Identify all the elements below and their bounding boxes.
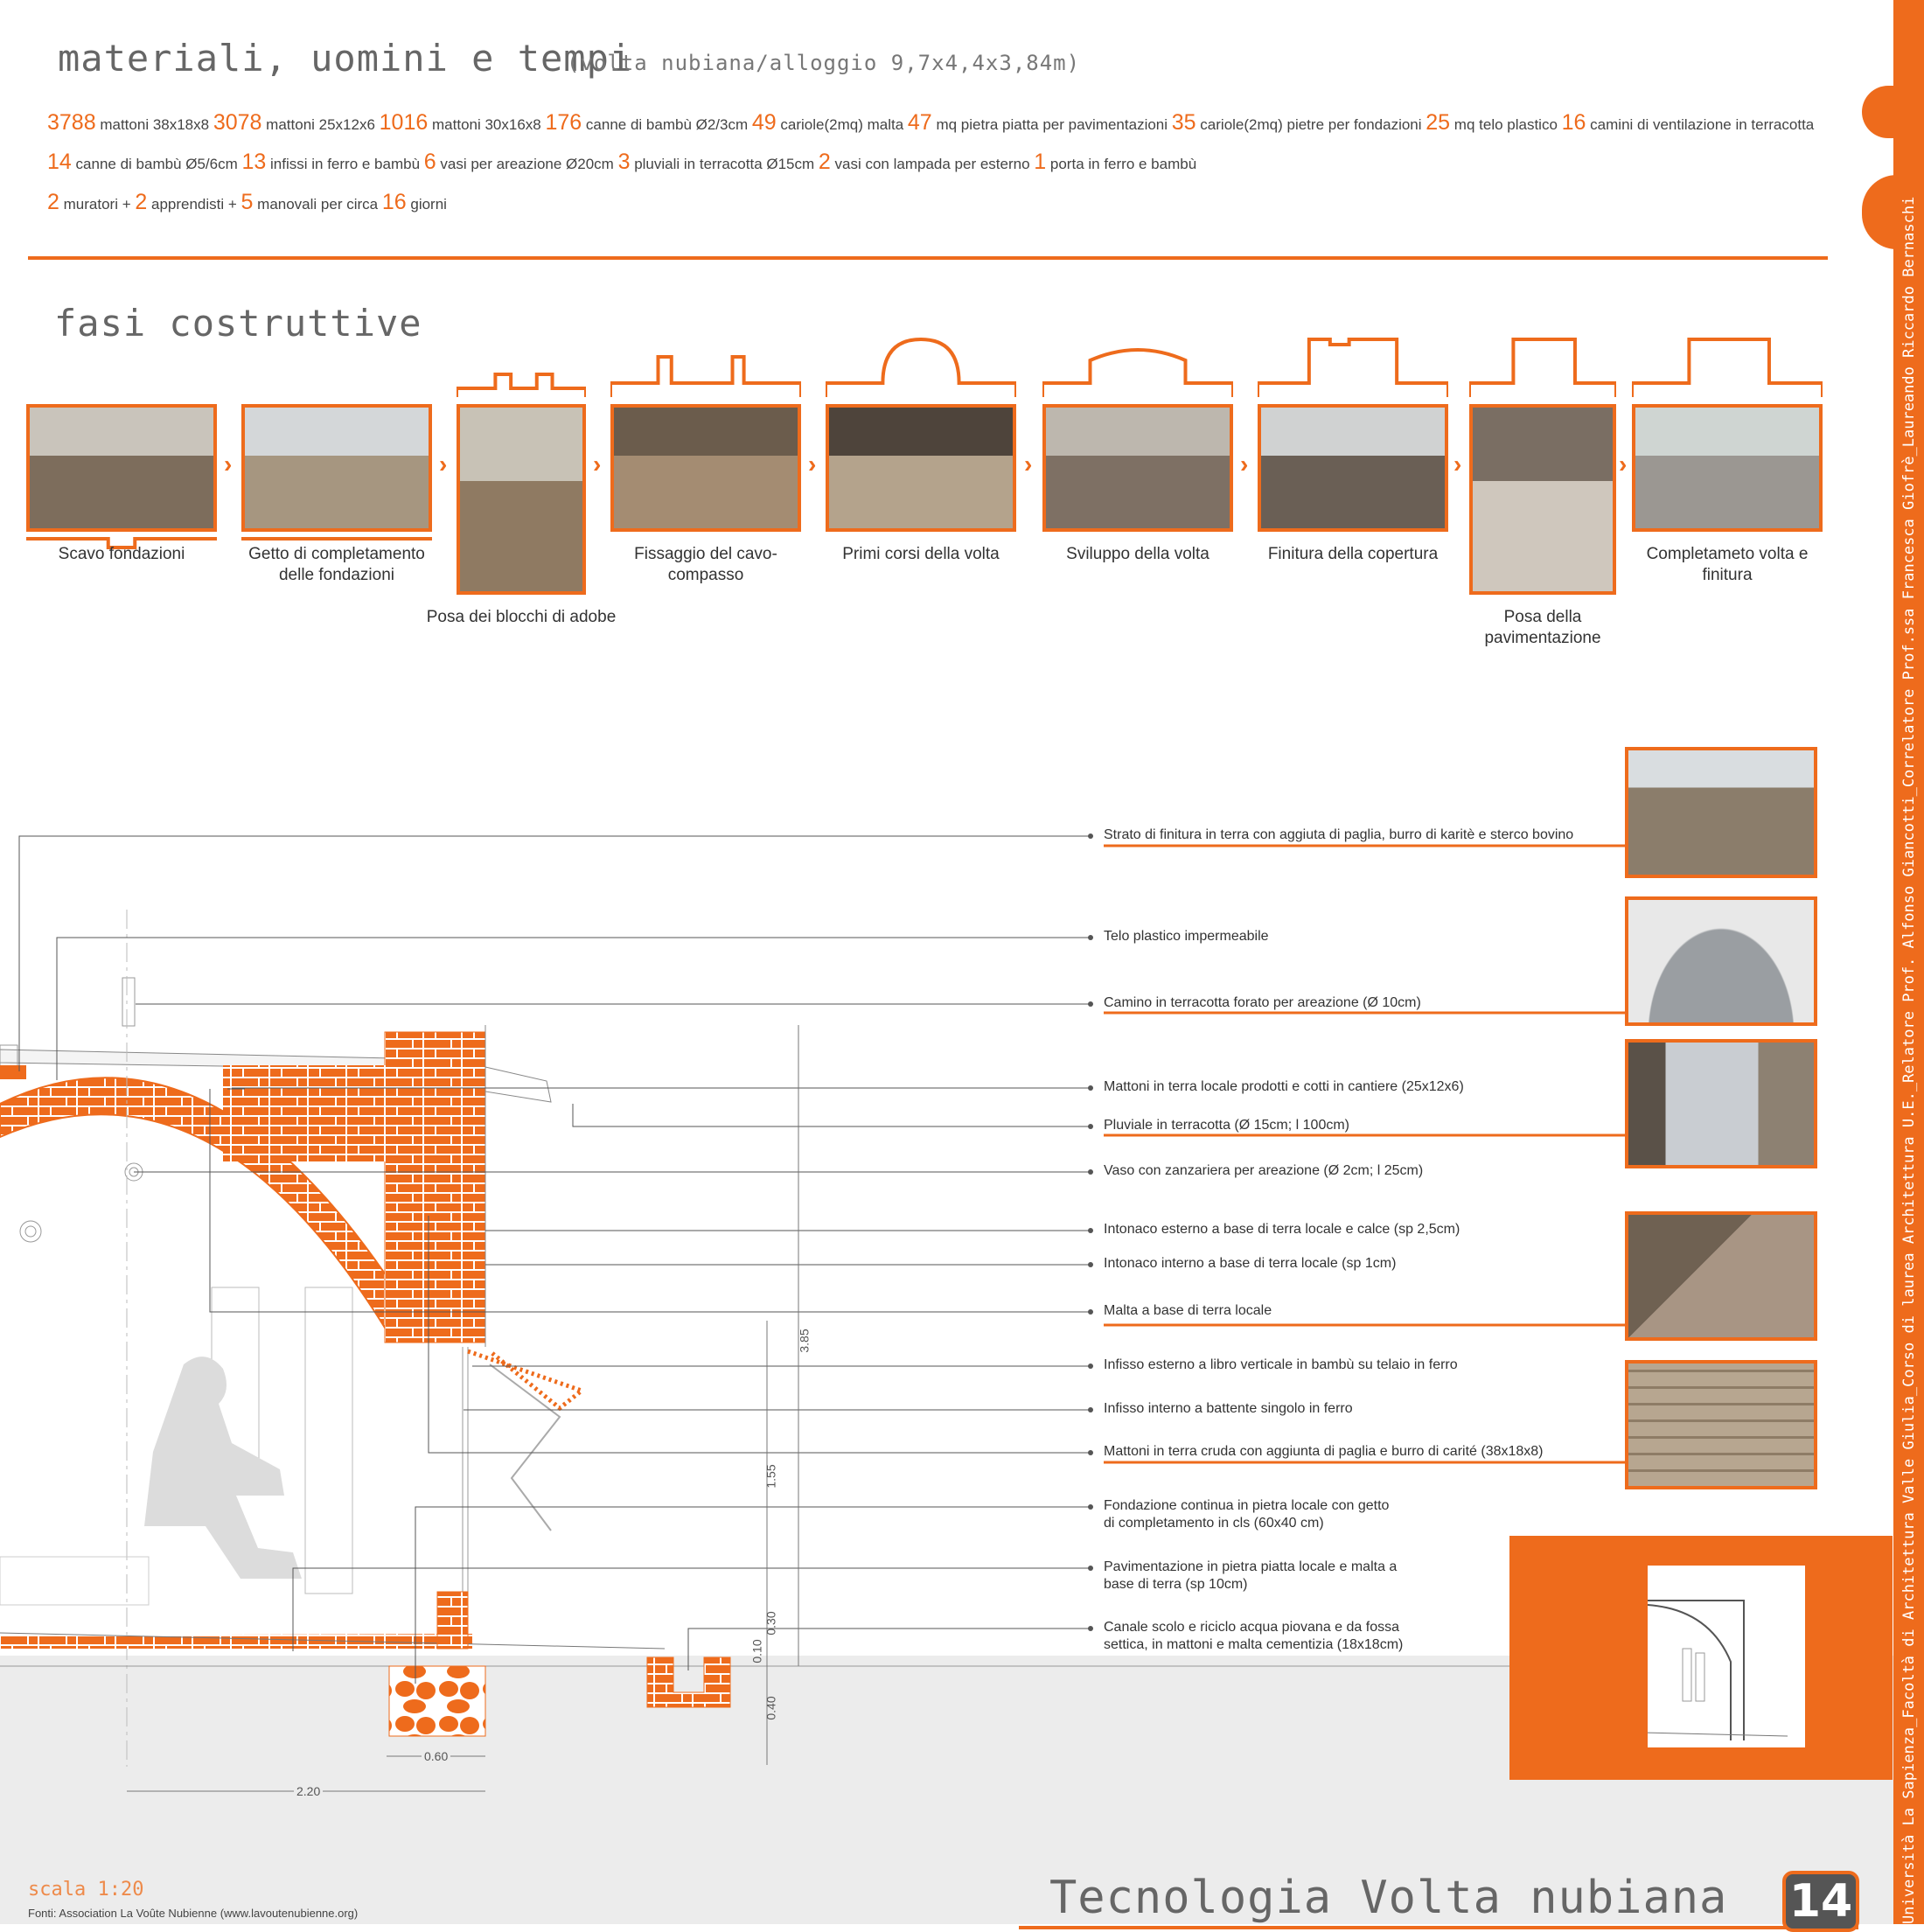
phase-label-7: Finitura della copertura: [1267, 545, 1439, 563]
quantity-number: 2: [135, 190, 148, 214]
quantity-text: mattoni 30x16x8: [428, 116, 546, 133]
dim-040: 0.40: [763, 1696, 778, 1720]
dim-060: 0.60: [422, 1749, 450, 1763]
quantity-number: 2: [818, 150, 831, 174]
callout-drain-2: settica, in mattoni e malta cementizia (18x18cm): [1104, 1637, 1404, 1652]
sources-note: Fonti: Association La Voûte Nubienne (www.lavoutenubienne.org): [28, 1907, 359, 1920]
key-plan-section: [1648, 1566, 1805, 1747]
scale-label: scala 1:20: [28, 1879, 144, 1901]
phase-arrow-icon: ›: [1453, 450, 1462, 478]
quantity-text: muratori +: [59, 196, 136, 213]
phase-label-8: Posa della pavimentazione: [1484, 608, 1601, 647]
quantity-number: 3: [617, 150, 631, 174]
callout-foundation-2: di completamento in cls (60x40 cm): [1104, 1516, 1324, 1531]
callout-downpipe: Pluviale in terracotta (Ø 15cm; l 100cm): [1104, 1118, 1349, 1133]
quantity-number: 35: [1171, 110, 1196, 135]
key-plan: [1509, 1536, 1893, 1780]
phase-arrow-icon: ›: [224, 450, 233, 478]
quantity-number: 6: [423, 150, 436, 174]
detail-photo-mortar: [1625, 1211, 1817, 1341]
dim-030: 0.30: [763, 1611, 778, 1636]
callout-finishing-layer: Strato di finitura in terra con aggiuta di paglia, burro di karitè e sterco bovino: [1104, 827, 1574, 842]
quantity-number: 5: [240, 190, 254, 214]
phase-label-2: Getto di completamento delle fondazioni: [248, 545, 425, 584]
callout-external-plaster: Intonaco esterno a base di terra locale e calce (sp 2,5cm): [1104, 1222, 1460, 1237]
callout-foundation-1: Fondazione continua in pietra locale con getto: [1104, 1498, 1390, 1513]
quantity-text: manovali per circa: [253, 196, 382, 213]
callout-chimney: Camino in terracotta forato per areazione (Ø 10cm): [1104, 995, 1421, 1010]
quantity-number: 2: [47, 190, 59, 214]
callout-vent-pot: Vaso con zanzariera per areazione (Ø 2cm; l 25cm): [1104, 1163, 1424, 1178]
quantity-text: mq telo plastico: [1450, 116, 1562, 133]
phases-title: fasi costruttive: [54, 302, 422, 345]
phase-label-4: Fissaggio del cavo-compasso: [634, 545, 777, 584]
quantity-number: 3788: [47, 110, 96, 135]
quantity-text: cariole(2mq) malta: [776, 116, 908, 133]
phase-label-9: Completameto volta e finitura: [1646, 545, 1809, 584]
callout-fired-bricks: Mattoni in terra locale prodotti e cotti in cantiere (25x12x6): [1104, 1079, 1464, 1094]
quantity-number: 16: [1561, 110, 1586, 135]
quantity-text: mattoni 38x18x8: [95, 116, 213, 133]
detail-photo-finishing: [1625, 747, 1817, 878]
quantity-text: porta in ferro e bambù: [1046, 156, 1197, 172]
quantity-text: camini di ventilazione in terracotta: [1586, 116, 1815, 133]
quantity-text: vasi per areazione Ø20cm: [436, 156, 618, 172]
phase-arrow-icon: ›: [1024, 450, 1033, 478]
materials-title: materiali, uomini e tempi: [58, 37, 633, 80]
callout-paving-1: Pavimentazione in pietra piatta locale e malta a: [1104, 1559, 1398, 1574]
dim-220: 2.20: [294, 1784, 323, 1798]
quantity-text: infissi in ferro e bambù: [266, 156, 424, 172]
materials-subtitle: (volta nubiana/alloggio 9,7x4,4x3,84m): [567, 51, 1081, 75]
quantity-number: 13: [241, 150, 267, 174]
quantity-text: canne di bambù Ø2/3cm: [582, 116, 752, 133]
callout-paving-2: base di terra (sp 10cm): [1104, 1577, 1248, 1592]
phase-label-1: Scavo fondazioni: [58, 545, 185, 563]
credits-sidebar: Università La Sapienza_Facoltà di Architettura Valle Giulia_Corso di laurea Architettura U.E._Relatore Prof. Alfonso Giancotti_Correlatore Prof.ssa Francesca Giofrè_Laureando Riccardo Bernaschi: [1900, 196, 1918, 1924]
quantity-number: 49: [751, 110, 777, 135]
phase-arrow-icon: ›: [593, 450, 602, 478]
dim-window-height: 1.55: [763, 1464, 778, 1489]
quantity-number: 3078: [213, 110, 262, 135]
board-title: Tecnologia Volta nubiana: [1049, 1872, 1728, 1924]
phase-arrow-icon: ›: [808, 450, 817, 478]
detail-photo-roof: [1625, 896, 1817, 1026]
quantity-text: cariole(2mq) pietre per fondazioni: [1196, 116, 1426, 133]
phase-label-3: Posa dei blocchi di adobe: [426, 608, 617, 626]
quantity-text: vasi con lampada per esterno: [830, 156, 1035, 172]
callout-plastic-sheet: Telo plastico impermeabile: [1104, 929, 1269, 944]
phase-arrow-icon: ›: [439, 450, 448, 478]
quantity-text: mq pietra piatta per pavimentazioni: [931, 116, 1172, 133]
quantity-text: pluviali in terracotta Ø15cm: [630, 156, 819, 172]
quantity-number: 16: [381, 190, 407, 214]
callout-internal-plaster: Intonaco interno a base di terra locale (sp 1cm): [1104, 1256, 1397, 1271]
callout-drain-1: Canale scolo e riciclo acqua piovana e da fossa: [1104, 1620, 1399, 1635]
quantity-text: giorni: [406, 196, 447, 213]
phase-arrow-icon: ›: [1240, 450, 1249, 478]
quantity-number: 1016: [379, 110, 429, 135]
callout-mortar: Malta a base di terra locale: [1104, 1303, 1272, 1318]
page-number: 14: [1782, 1871, 1859, 1932]
callout-internal-window: Infisso interno a battente singolo in ferro: [1104, 1401, 1353, 1416]
quantity-number: 25: [1426, 110, 1451, 135]
quantity-number: 14: [47, 150, 72, 174]
phase-arrow-icon: ›: [1619, 450, 1628, 478]
callout-adobe-bricks: Mattoni in terra cruda con aggiunta di paglia e burro di carité (38x18x8): [1104, 1444, 1544, 1459]
phase-label-6: Sviluppo della volta: [1066, 545, 1209, 563]
dim-total-height: 3.85: [797, 1329, 812, 1353]
callout-external-shutter: Infisso esterno a libro verticale in bambù su telaio in ferro: [1104, 1357, 1458, 1372]
quantity-number: 176: [545, 110, 582, 135]
detail-photo-adobe: [1625, 1360, 1817, 1489]
phase-label-5: Primi corsi della volta: [842, 545, 1000, 563]
dim-010: 0.10: [749, 1639, 764, 1663]
quantity-text: apprendisti +: [147, 196, 241, 213]
quantity-text: canne di bambù Ø5/6cm: [71, 156, 242, 172]
footer-underline: [1019, 1926, 1858, 1929]
quantity-number: 47: [907, 110, 932, 135]
quantity-number: 1: [1034, 150, 1047, 174]
quantity-text: mattoni 25x12x6: [261, 116, 380, 133]
detail-photo-pipes: [1625, 1039, 1817, 1168]
